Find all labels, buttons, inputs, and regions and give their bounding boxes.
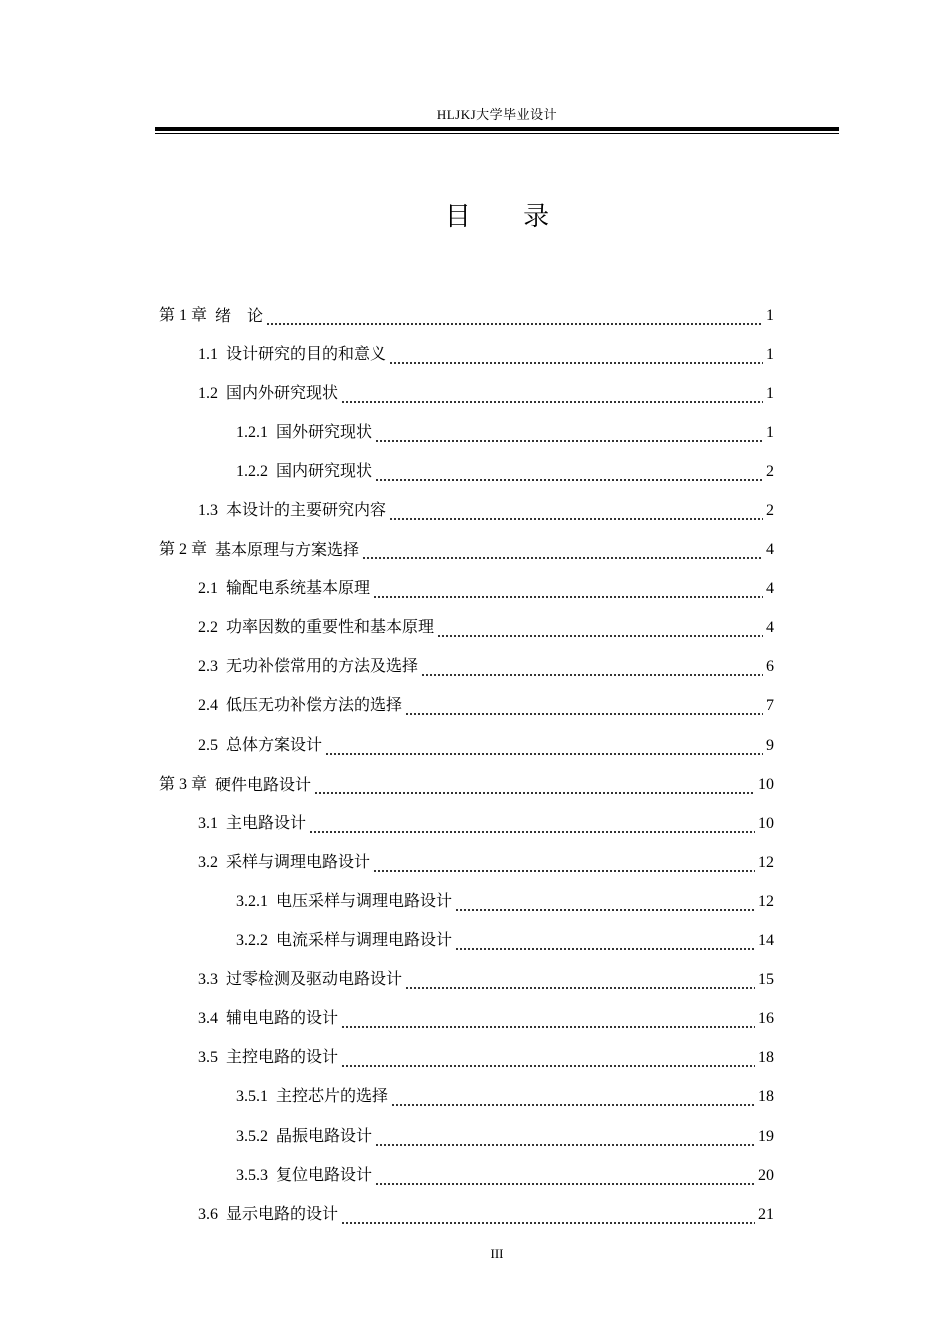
toc-dot-leader — [437, 624, 763, 638]
toc-entry[interactable] — [0, 1000, 950, 1039]
toc-entry-number: 1.2 — [198, 384, 218, 402]
toc-entry-page: 10 — [758, 775, 774, 793]
toc-dot-leader — [455, 937, 755, 951]
toc-entry-number: 3.5.2 — [236, 1127, 268, 1145]
toc-entry-page: 1 — [766, 306, 774, 324]
toc-entry-page: 18 — [758, 1049, 774, 1067]
toc-entry-page: 1 — [766, 345, 774, 363]
toc-entry-number: 第 1 章 — [159, 306, 208, 324]
page-title: 目 录 — [444, 202, 572, 232]
toc-dot-leader — [455, 898, 755, 912]
toc-dot-leader — [375, 1172, 755, 1186]
toc-entry-number: 3.3 — [198, 971, 218, 989]
toc-entry-number: 第 3 章 — [159, 775, 208, 793]
toc-entry-number: 1.1 — [198, 345, 218, 363]
toc-dot-leader — [389, 507, 763, 521]
toc-entry-title: 电流采样与调理电路设计 — [276, 932, 453, 950]
toc-entry-number: 1.2.1 — [236, 423, 268, 441]
toc-entry-page: 10 — [758, 814, 774, 832]
toc-entry[interactable] — [0, 1195, 950, 1234]
toc-entry-page: 14 — [758, 932, 774, 950]
toc-entry-number: 3.5.3 — [236, 1166, 268, 1184]
toc-entry-title: 显示电路的设计 — [226, 1205, 339, 1223]
toc-dot-leader — [341, 1211, 755, 1225]
toc-entry[interactable] — [0, 296, 950, 335]
toc-entry-number: 3.2.2 — [236, 932, 268, 950]
toc-entry[interactable] — [0, 452, 950, 491]
toc-dot-leader — [314, 781, 755, 795]
toc-entry-number: 1.3 — [198, 502, 218, 520]
toc-entry-page: 12 — [758, 892, 774, 910]
toc-entry-page: 1 — [766, 423, 774, 441]
toc-dot-leader — [391, 1093, 755, 1107]
toc-entry-title: 总体方案设计 — [226, 736, 323, 754]
toc-entry[interactable] — [0, 961, 950, 1000]
toc-entry[interactable] — [0, 765, 950, 804]
toc-entry-number: 3.6 — [198, 1205, 218, 1223]
toc-entry[interactable] — [0, 531, 950, 570]
toc-dot-leader — [373, 585, 763, 599]
toc-entry-page: 7 — [766, 697, 774, 715]
toc-dot-leader — [375, 1133, 755, 1147]
toc-entry-number: 3.5 — [198, 1049, 218, 1067]
toc-entry-number: 1.2.2 — [236, 462, 268, 480]
toc-entry[interactable] — [0, 609, 950, 648]
toc-entry-number: 3.2 — [198, 853, 218, 871]
toc-entry[interactable] — [0, 922, 950, 961]
toc-entry-title: 国内外研究现状 — [226, 384, 339, 402]
toc-dot-leader — [375, 429, 763, 443]
toc-dot-leader — [341, 390, 763, 404]
toc-entry-number: 2.2 — [198, 619, 218, 637]
toc-dot-leader — [266, 312, 763, 326]
toc-entry[interactable] — [0, 335, 950, 374]
toc-entry-number: 2.5 — [198, 736, 218, 754]
toc-entry-page: 12 — [758, 853, 774, 871]
toc-entry[interactable] — [0, 882, 950, 921]
toc-entry-page: 4 — [766, 619, 774, 637]
toc-dot-leader — [341, 1015, 755, 1029]
toc-entry[interactable] — [0, 1078, 950, 1117]
toc-entry-number: 3.1 — [198, 814, 218, 832]
page-number: III — [490, 1246, 504, 1261]
toc-entry-page: 20 — [758, 1166, 774, 1184]
toc-entry-title: 过零检测及驱动电路设计 — [226, 971, 403, 989]
toc-entry-page: 18 — [758, 1088, 774, 1106]
toc-entry-title: 辅电电路的设计 — [226, 1010, 339, 1028]
toc-entry-title: 输配电系统基本原理 — [226, 580, 371, 598]
toc-entry-number: 3.2.1 — [236, 892, 268, 910]
toc-dot-leader — [309, 820, 755, 834]
toc-entry[interactable] — [0, 570, 950, 609]
toc-entry-page: 15 — [758, 971, 774, 989]
toc-entry[interactable] — [0, 726, 950, 765]
toc-entry-number: 第 2 章 — [159, 541, 208, 559]
toc-entry[interactable] — [0, 374, 950, 413]
toc-dot-leader — [389, 351, 763, 365]
toc-entry[interactable] — [0, 1156, 950, 1195]
toc-entry-title: 国外研究现状 — [276, 423, 373, 441]
toc-entry-title: 绪 论 — [215, 305, 264, 325]
toc-dot-leader — [373, 859, 755, 873]
toc-entry-title: 设计研究的目的和意义 — [226, 345, 387, 363]
toc-entry-page: 9 — [766, 736, 774, 754]
toc-entry-number: 3.5.1 — [236, 1088, 268, 1106]
toc-entry-number: 2.4 — [198, 697, 218, 715]
toc-entry-title: 基本原理与方案选择 — [215, 540, 360, 560]
toc-dot-leader — [375, 468, 763, 482]
toc-entry[interactable] — [0, 648, 950, 687]
toc-entry-number: 3.4 — [198, 1010, 218, 1028]
toc-entry-page: 4 — [766, 541, 774, 559]
toc-entry-title: 主电路设计 — [226, 814, 307, 832]
toc-entry-title: 采样与调理电路设计 — [226, 853, 371, 871]
toc-entry-number: 2.3 — [198, 658, 218, 676]
toc-entry-title: 硬件电路设计 — [215, 774, 312, 794]
toc-entry-title: 功率因数的重要性和基本原理 — [226, 619, 435, 637]
toc-entry-title: 本设计的主要研究内容 — [226, 502, 387, 520]
toc-entry-page: 2 — [766, 502, 774, 520]
toc-dot-leader — [405, 702, 763, 716]
running-header: HLJKJ大学毕业设计 — [436, 107, 558, 122]
header-rule-thick — [155, 127, 839, 131]
toc-dot-leader — [362, 546, 763, 560]
toc-entry-page: 16 — [758, 1010, 774, 1028]
header-rule-thin — [155, 133, 839, 134]
table-of-contents — [0, 296, 950, 1234]
toc-dot-leader — [405, 976, 755, 990]
toc-entry-page: 19 — [758, 1127, 774, 1145]
toc-entry-title: 国内研究现状 — [276, 462, 373, 480]
toc-entry-page: 1 — [766, 384, 774, 402]
toc-dot-leader — [325, 742, 763, 756]
toc-entry[interactable] — [0, 687, 950, 726]
toc-dot-leader — [341, 1054, 755, 1068]
toc-entry-page: 4 — [766, 580, 774, 598]
toc-entry-title: 晶振电路设计 — [276, 1127, 373, 1145]
toc-entry[interactable] — [0, 843, 950, 882]
toc-entry-title: 电压采样与调理电路设计 — [276, 892, 453, 910]
toc-entry-page: 21 — [758, 1205, 774, 1223]
toc-entry[interactable] — [0, 804, 950, 843]
toc-entry-title: 无功补偿常用的方法及选择 — [226, 658, 419, 676]
toc-entry[interactable] — [0, 413, 950, 452]
toc-entry-title: 主控芯片的选择 — [276, 1088, 389, 1106]
toc-entry-number: 2.1 — [198, 580, 218, 598]
toc-dot-leader — [421, 663, 763, 677]
toc-entry[interactable] — [0, 491, 950, 530]
toc-entry-title: 低压无功补偿方法的选择 — [226, 697, 403, 715]
toc-entry-page: 6 — [766, 658, 774, 676]
toc-entry[interactable] — [0, 1117, 950, 1156]
toc-entry-title: 主控电路的设计 — [226, 1049, 339, 1067]
toc-entry-title: 复位电路设计 — [276, 1166, 373, 1184]
toc-entry[interactable] — [0, 1039, 950, 1078]
toc-entry-page: 2 — [766, 462, 774, 480]
